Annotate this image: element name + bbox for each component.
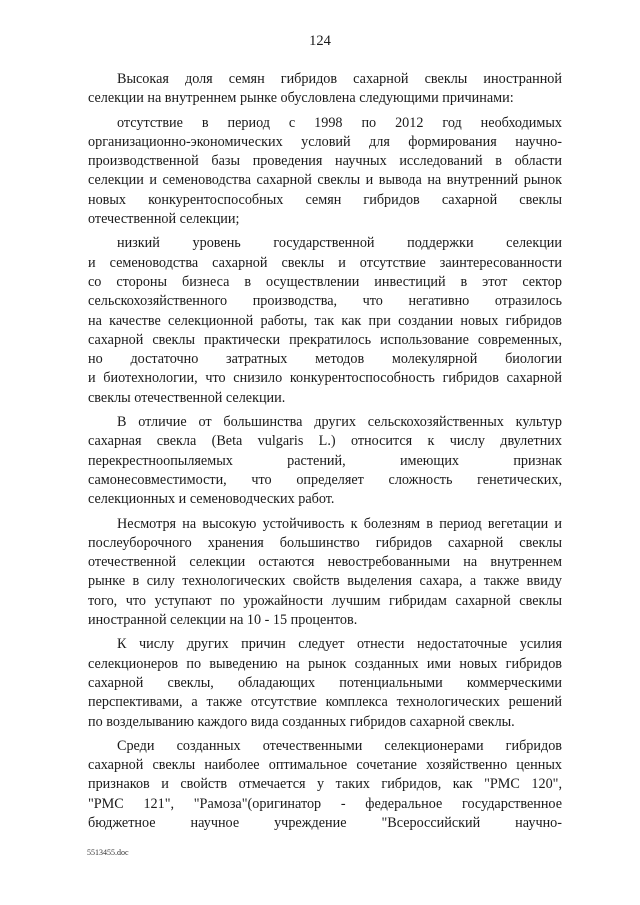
text-line: отсутствие в период с 1998 по 2012 год необходимых	[117, 114, 562, 131]
text-line: и семеноводства сахарной свеклы и отсутствие заинтересованности	[88, 254, 562, 271]
text-line: В отличие от большинства других сельскохозяйственных культур	[117, 414, 562, 431]
text-line: иностранной селекции на 10 - 15 процентов.	[88, 612, 358, 629]
text-line: свеклы отечественной селекции.	[88, 389, 286, 406]
text-line: и биотехнологии, что снизило конкурентоспособность гибридов сахарной	[88, 370, 562, 387]
text-line: новых конкурентоспособных семян гибридов сахарной свеклы	[88, 191, 562, 208]
text-line: Среди созданных отечественными селекционерами гибридов	[117, 737, 562, 754]
text-line: признаков и свойств отмечается у таких гибридов, как "РМС 120",	[88, 776, 562, 793]
text-line: самонесовместимости, что определяет сложность генетических,	[88, 471, 562, 488]
text-line: Несмотря на высокую устойчивость к болезням в период вегетации и	[117, 515, 562, 532]
body-text	[88, 70, 562, 833]
text-line: селекционных и семеноводческих работ.	[88, 491, 335, 508]
text-line: отечественной селекции;	[88, 211, 240, 228]
text-line: отечественной селекции остаются невостребованными на внутреннем	[88, 554, 562, 571]
text-line: перспективами, а также отсутствие комплекса технологических решений	[88, 694, 562, 711]
text-line: того, что уступают по урожайности лучшим гибридам сахарной свеклы	[88, 592, 562, 609]
paragraph	[88, 635, 562, 731]
text-line: послеуборочного хранения большинство гибридов сахарной свеклы	[88, 534, 562, 551]
paragraph	[88, 515, 562, 631]
text-line: селекции и семеноводства сахарной свеклы и вывода на внутренний рынок	[88, 172, 562, 189]
text-line: низкий уровень государственной поддержки селекции	[117, 235, 562, 252]
text-line: по возделыванию каждого вида созданных гибридов сахарной свеклы.	[88, 713, 515, 730]
text-line: организационно-экономических условий для формирования научно-	[88, 133, 562, 150]
text-line: "РМС 121", "Рамоза"(оригинатор - федеральное государственное	[88, 795, 562, 812]
text-line: бюджетное научное учреждение "Всероссийский научно-	[88, 814, 562, 831]
paragraph	[88, 413, 562, 509]
text-line: но достаточно затратных методов молекулярной биологии	[88, 351, 562, 368]
text-line: производственной базы проведения научных исследований в области	[88, 153, 562, 170]
text-line: рынке в силу технологических свойств выделения сахара, а также ввиду	[88, 573, 562, 590]
text-line: селекции на внутреннем рынке обусловлена следующими причинами:	[88, 90, 514, 107]
text-line: перекрестноопыляемых растений, имеющих признак	[88, 452, 562, 469]
footer-file-code: 5513455.doc	[87, 848, 129, 857]
page-number: 124	[309, 33, 331, 49]
text-line: сахарной свеклы практически прекратилось использование современных,	[88, 331, 562, 348]
text-line: сахарной свеклы наиболее оптимальное сочетание хозяйственно ценных	[88, 757, 562, 774]
paragraph	[88, 234, 562, 408]
text-line: со стороны бизнеса в осуществлении инвестиций в этот сектор	[88, 273, 562, 290]
text-line: сахарной свеклы, обладающих потенциальными коммерческими	[88, 674, 562, 691]
text-line: на качестве селекционной работы, так как при создании новых гибридов	[88, 312, 562, 329]
text-line: сельскохозяйственного производства, что негативно отразилось	[88, 293, 562, 310]
paragraph	[88, 70, 562, 109]
text-line: Высокая доля семян гибридов сахарной свеклы иностранной	[117, 71, 562, 87]
text-line: сахарная свекла (Beta vulgaris L.) относится к числу двулетних	[88, 433, 562, 450]
text-line: К числу других причин следует отнести недостаточные усилия	[117, 636, 562, 653]
paragraph	[88, 114, 562, 230]
paragraph	[88, 737, 562, 833]
text-line: селекционеров по выведению на рынок созданных ими новых гибридов	[88, 655, 562, 672]
